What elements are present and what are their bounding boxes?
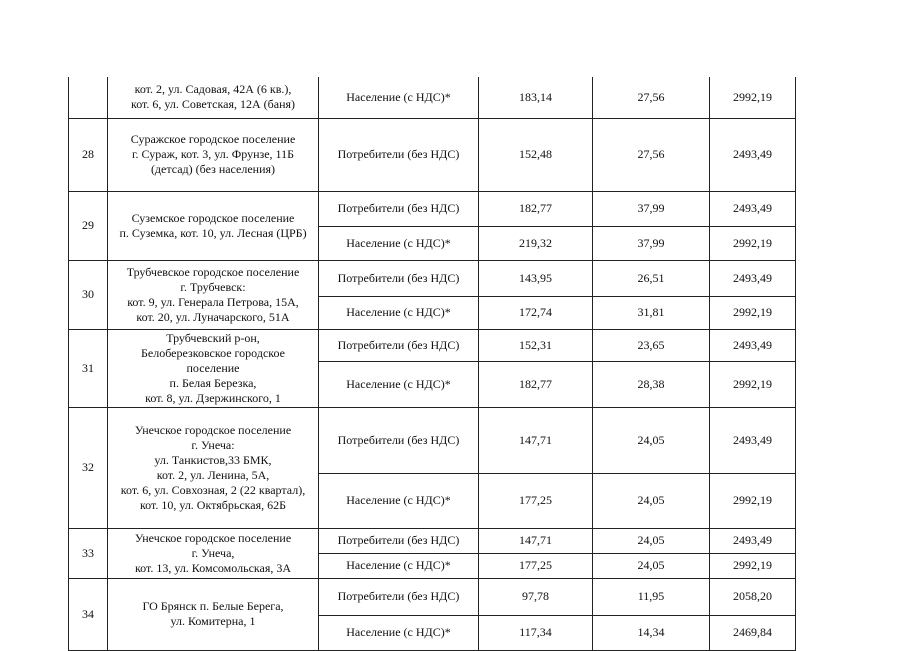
- row-number: 33: [69, 528, 108, 578]
- settlement-name-line: кот. 20, ул. Луначарского, 51А: [136, 309, 290, 324]
- consumer-category: Население (с НДС)*: [319, 361, 479, 407]
- table-row: [69, 407, 796, 473]
- settlement-name: [108, 77, 319, 118]
- tariff-value-3: 2992,19: [710, 77, 796, 118]
- tariff-value-1: 143,95: [479, 260, 593, 296]
- table-row: [69, 77, 796, 118]
- table-row: [69, 118, 796, 191]
- tariff-value-2: 26,51: [593, 260, 710, 296]
- table-row: [69, 260, 796, 296]
- tariff-value-1: 152,48: [479, 118, 593, 191]
- settlement-name-line: Унечское городское поселение: [134, 530, 292, 545]
- settlement-name-line: (детсад) (без населения): [150, 162, 276, 176]
- tariff-value-2: 11,95: [593, 578, 710, 615]
- row-number: 30: [69, 260, 108, 329]
- tariff-value-3: 2493,49: [710, 407, 796, 473]
- settlement-name-line: кот. 9, ул. Генерала Петрова, 15А,: [127, 294, 299, 309]
- tariff-value-2: 28,38: [593, 361, 710, 407]
- settlement-name-line: п. Суземка, кот. 10, ул. Лесная (ЦРБ): [119, 225, 307, 240]
- tariff-value-2: 37,99: [593, 226, 710, 260]
- consumer-category: Потребители (без НДС): [319, 329, 479, 361]
- consumer-category: Потребители (без НДС): [319, 260, 479, 296]
- tariff-value-1: 172,74: [479, 296, 593, 329]
- settlement-name-line: кот. 6, ул. Советская, 12А (баня): [130, 97, 296, 112]
- tariff-value-1: 177,25: [479, 553, 593, 578]
- row-number: 29: [69, 191, 108, 260]
- tariff-value-3: 2058,20: [710, 578, 796, 615]
- settlement-name-line: кот. 10, ул. Октябрьская, 62Б: [139, 497, 287, 512]
- settlement-name-line: Трубчевский р-он,: [166, 330, 260, 345]
- tariff-value-2: 24,05: [593, 473, 710, 528]
- settlement-name: [108, 578, 319, 650]
- consumer-category: Потребители (без НДС): [319, 191, 479, 226]
- consumer-category: Потребители (без НДС): [319, 407, 479, 473]
- row-number: 31: [69, 329, 108, 407]
- tariff-value-3: 2493,49: [710, 260, 796, 296]
- settlement-name-line: кот. 6, ул. Совхозная, 2 (22 квартал),: [120, 482, 306, 497]
- settlement-name: [108, 118, 319, 191]
- settlement-name-line: г. Унеча,: [191, 545, 235, 560]
- tariff-value-1: 97,78: [479, 578, 593, 615]
- tariff-value-1: 147,71: [479, 407, 593, 473]
- settlement-name-line: Суземское городское поселение: [131, 210, 295, 225]
- settlement-name-line: ул. Танкистов,33 БМК,: [154, 452, 272, 467]
- row-number: [69, 77, 108, 118]
- table-row: [69, 329, 796, 361]
- tariff-value-3: 2992,19: [710, 226, 796, 260]
- consumer-category: Потребители (без НДС): [319, 578, 479, 615]
- tariff-value-2: 24,05: [593, 553, 710, 578]
- consumer-category: Население (с НДС)*: [319, 473, 479, 528]
- settlement-name: [108, 528, 319, 578]
- table-row: [69, 578, 796, 615]
- tariff-value-1: 183,14: [479, 77, 593, 118]
- settlement-name: [108, 407, 319, 528]
- consumer-category: Население (с НДС)*: [319, 615, 479, 650]
- settlement-name-line: Унечское городское поселение: [134, 422, 292, 437]
- tariff-value-3: 2992,19: [710, 361, 796, 407]
- settlement-name-line: Трубчевское городское поселение: [126, 264, 300, 279]
- tariff-value-1: 219,32: [479, 226, 593, 260]
- consumer-category: Население (с НДС)*: [319, 553, 479, 578]
- tariff-value-2: 24,05: [593, 528, 710, 553]
- settlement-name: [108, 260, 319, 329]
- tariff-value-3: 2992,19: [710, 473, 796, 528]
- tariff-value-1: 152,31: [479, 329, 593, 361]
- settlement-name: [108, 329, 319, 407]
- settlement-name-line: г. Трубчевск:: [180, 279, 246, 294]
- tariff-value-2: 14,34: [593, 615, 710, 650]
- tariff-value-2: 27,56: [593, 77, 710, 118]
- settlement-name-line: ул. Комитерна, 1: [170, 614, 256, 628]
- settlement-name-line: п. Белая Березка,: [169, 375, 257, 390]
- consumer-category: Население (с НДС)*: [319, 226, 479, 260]
- tariff-value-1: 177,25: [479, 473, 593, 528]
- tariff-value-1: 182,77: [479, 361, 593, 407]
- settlement-name-line: кот. 8, ул. Дзержинского, 1: [145, 390, 281, 405]
- consumer-category: Население (с НДС)*: [319, 77, 479, 118]
- tariff-value-2: 31,81: [593, 296, 710, 329]
- table-row: [69, 191, 796, 226]
- settlement-name-line: Суражское городское поселение: [130, 132, 296, 146]
- settlement-name-line: кот. 2, ул. Садовая, 42А (6 кв.),: [134, 82, 292, 97]
- tariff-value-1: 117,34: [479, 615, 593, 650]
- settlement-name-line: г. Сураж, кот. 3, ул. Фрунзе, 11Б: [131, 147, 294, 161]
- tariff-value-1: 182,77: [479, 191, 593, 226]
- tariff-table-body: [69, 77, 796, 650]
- tariff-value-3: 2493,49: [710, 329, 796, 361]
- tariff-table: [68, 77, 796, 651]
- consumer-category: Население (с НДС)*: [319, 296, 479, 329]
- settlement-name-line: г. Унеча:: [191, 437, 235, 452]
- consumer-category: Потребители (без НДС): [319, 118, 479, 191]
- settlement-name-line: кот. 2, ул. Ленина, 5А,: [156, 467, 270, 482]
- tariff-value-3: 2469,84: [710, 615, 796, 650]
- tariff-value-2: 37,99: [593, 191, 710, 226]
- tariff-value-3: 2992,19: [710, 553, 796, 578]
- settlement-name-line: ГО Брянск п. Белые Берега,: [142, 599, 284, 613]
- tariff-value-3: 2493,49: [710, 118, 796, 191]
- row-number: 32: [69, 407, 108, 528]
- row-number: 28: [69, 118, 108, 191]
- tariff-value-3: 2992,19: [710, 296, 796, 329]
- tariff-value-3: 2493,49: [710, 191, 796, 226]
- tariff-value-2: 23,65: [593, 329, 710, 361]
- tariff-value-2: 24,05: [593, 407, 710, 473]
- settlement-name: [108, 191, 319, 260]
- table-row: [69, 528, 796, 553]
- settlement-name-line: Белоберезковское городское: [141, 345, 285, 360]
- tariff-value-3: 2493,49: [710, 528, 796, 553]
- settlement-name-line: кот. 13, ул. Комсомольская, 3А: [134, 560, 292, 575]
- tariff-value-1: 147,71: [479, 528, 593, 553]
- tariff-value-2: 27,56: [593, 118, 710, 191]
- consumer-category: Потребители (без НДС): [319, 528, 479, 553]
- row-number: 34: [69, 578, 108, 650]
- settlement-name-line: поселение: [186, 360, 240, 375]
